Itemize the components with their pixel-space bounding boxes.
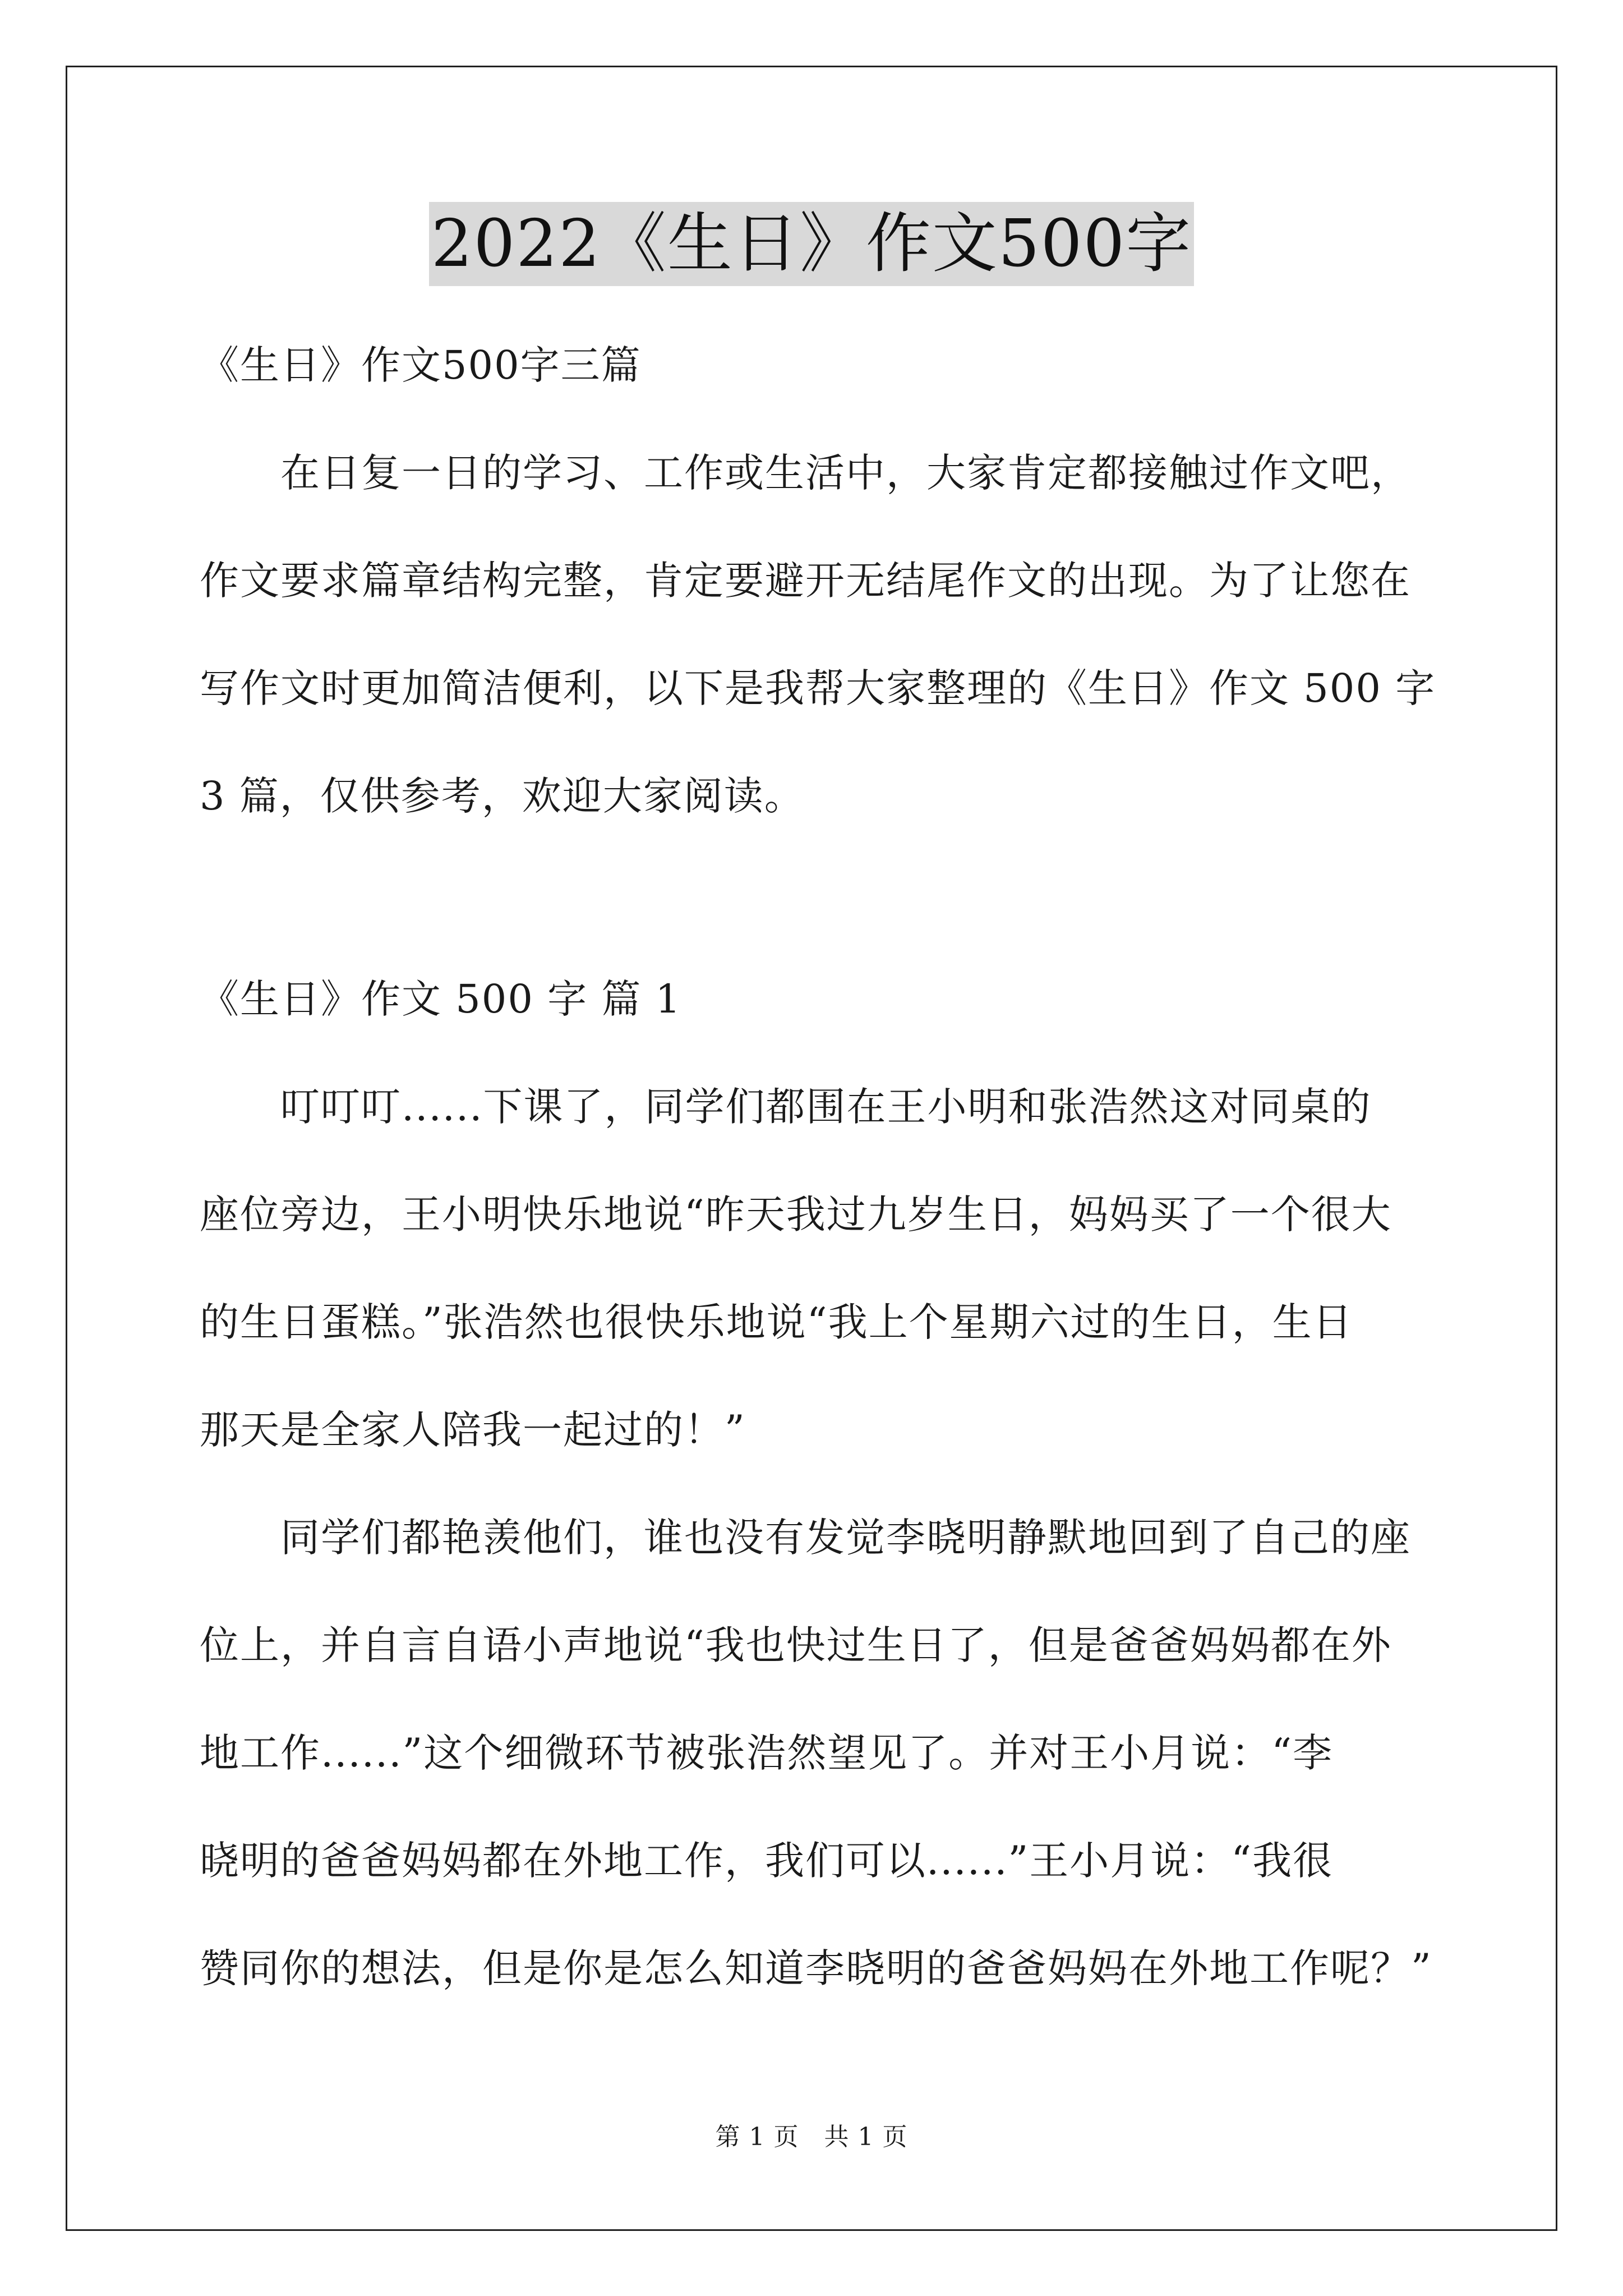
section-heading: 《生日》作文 500 字 篇 1 xyxy=(200,976,682,1022)
paragraph-line: 同学们都艳羡他们，谁也没有发觉李晓明静默地回到了自己的座 xyxy=(200,1515,1411,1561)
intro-paragraph xyxy=(200,419,1450,850)
paragraph-line: 作文要求篇章结构完整，肯定要避开无结尾作文的出现。为了让您在 xyxy=(200,558,1411,604)
paragraph-line: 的生日蛋糕。”张浩然也很快乐地说“我上个星期六过的生日，生日 xyxy=(200,1299,1353,1345)
subtitle: 《生日》作文500字三篇 xyxy=(200,342,642,388)
paragraph-line: 在日复一日的学习、工作或生活中，大家肯定都接触过作文吧， xyxy=(200,450,1411,496)
paragraph-line: 那天是全家人陪我一起过的！” xyxy=(200,1407,746,1453)
title-container xyxy=(0,202,1623,286)
document-title: 2022《生日》作文500字 xyxy=(429,202,1195,286)
paragraph-line: 地工作......”这个细微环节被张浩然望见了。并对王小月说：“李 xyxy=(200,1730,1334,1776)
section1-paragraph-2 xyxy=(200,1484,1450,2022)
document-body xyxy=(200,311,1450,2022)
paragraph-line: 位上，并自言自语小声地说“我也快过生日了，但是爸爸妈妈都在外 xyxy=(200,1622,1392,1668)
page-footer: 第 1 页 共 1 页 xyxy=(715,2123,908,2151)
paragraph-line: 座位旁边，王小明快乐地说“昨天我过九岁生日，妈妈买了一个很大 xyxy=(200,1191,1392,1237)
paragraph-line: 晓明的爸爸妈妈都在外地工作，我们可以......”王小月说：“我很 xyxy=(200,1838,1334,1884)
section-spacer xyxy=(200,850,1450,945)
paragraph-line: 叮叮叮......下课了，同学们都围在王小明和张浩然这对同桌的 xyxy=(200,1084,1372,1130)
paragraph-line: 赞同你的想法，但是你是怎么知道李晓明的爸爸妈妈在外地工作呢？” xyxy=(200,1945,1432,1991)
section1-paragraph-1 xyxy=(200,1053,1450,1484)
paragraph-line: 写作文时更加简洁便利，以下是我帮大家整理的《生日》作文 500 字 xyxy=(200,665,1436,711)
paragraph-line: 3 篇，仅供参考，欢迎大家阅读。 xyxy=(200,773,805,819)
